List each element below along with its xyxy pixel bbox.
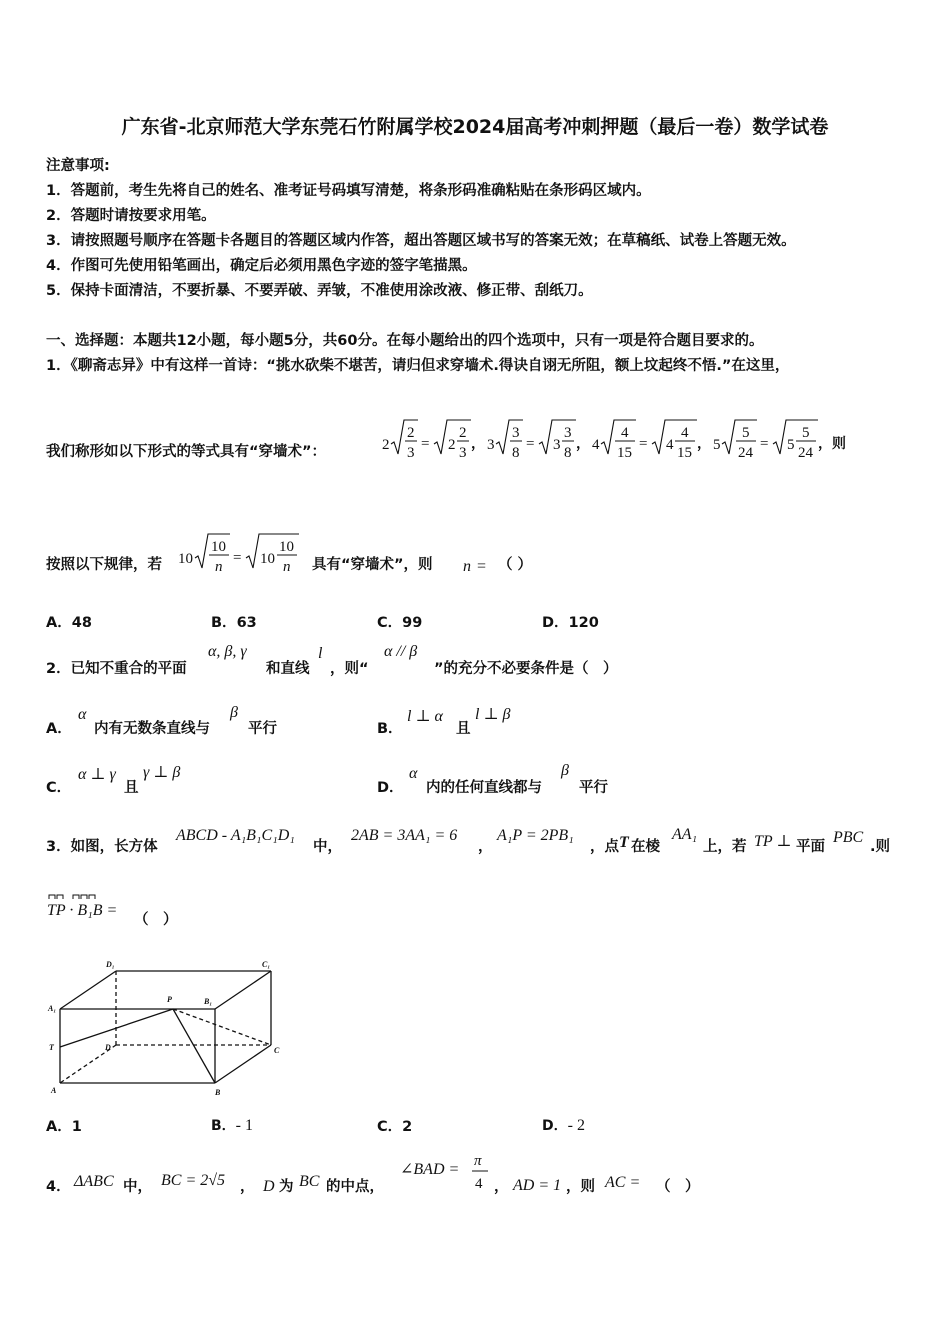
edge-bc xyxy=(215,1045,271,1083)
q3-option-c[interactable] xyxy=(377,1115,412,1136)
example-separator: ， xyxy=(471,437,485,452)
example-3-den-left: 15 xyxy=(617,445,632,461)
notice-item: 1．答题前，考生先将自己的姓名、准考证号码填写清楚，将条形码准确粘贴在条形码区域内。 xyxy=(46,183,651,199)
example-4-den-left: 24 xyxy=(738,445,753,461)
q2-option-b-math2: l ⊥ β xyxy=(475,706,511,723)
example-1-coef: 2 xyxy=(382,437,390,453)
q2-option-a-text2: 平行 xyxy=(248,721,277,737)
option-label: D． xyxy=(542,1118,568,1134)
option-label: D． xyxy=(542,615,569,631)
example-4-equals: = xyxy=(760,436,769,452)
option-label: C． xyxy=(46,780,72,796)
option-text: 48 xyxy=(71,615,92,631)
q3-then: .则 xyxy=(870,839,891,855)
q1-stem-line2: 我们称形如以下形式的等式具有“穿墙术”： xyxy=(46,444,327,460)
q2-option-a-math2: β xyxy=(230,704,238,721)
option-text: 2 xyxy=(402,1119,413,1135)
q2-option-d-math1: α xyxy=(409,765,418,782)
q1-option-d[interactable] xyxy=(542,611,599,632)
example-3-num-right: 4 xyxy=(681,425,689,441)
rule-coef: 10 xyxy=(178,551,193,567)
option-label: B． xyxy=(377,721,403,737)
example-2-num-right: 3 xyxy=(564,425,572,441)
option-text: 1 xyxy=(71,1119,82,1135)
q4-in: 中， xyxy=(123,1179,152,1195)
notice-item: 3．请按照题号顺序在答题卡各题目的答题区域内作答，超出答题区域书写的答案无效；在草稿纸、试卷上答题无效。 xyxy=(46,233,796,249)
q4-pi: π xyxy=(474,1153,482,1169)
rule-coef-right: 10 xyxy=(260,551,275,567)
option-label: D． xyxy=(377,780,404,796)
q3-on-edge: 在棱 xyxy=(631,839,660,855)
option-label: C． xyxy=(377,1119,403,1135)
example-3-den-right: 15 xyxy=(677,445,692,461)
q4-number: 4． xyxy=(46,1179,71,1195)
q2-option-c[interactable] xyxy=(46,776,71,797)
example-2-equals: = xyxy=(526,436,535,452)
q1-option-b[interactable] xyxy=(211,611,257,632)
q3-cuboid-figure xyxy=(44,955,294,1100)
option-text: - 2 xyxy=(567,1117,585,1134)
example-1-num-left: 2 xyxy=(407,425,415,441)
q4-comma1: ， xyxy=(240,1179,255,1195)
q4-pi-over-4 xyxy=(470,1150,492,1194)
q2-option-a-text: 内有无数条直线与 xyxy=(94,721,210,737)
q2-option-d-math2: β xyxy=(561,762,569,779)
q3-comma: ， xyxy=(478,839,493,855)
q2-option-d-text2: 平行 xyxy=(579,780,608,796)
example-2-coef-right: 3 xyxy=(553,437,561,453)
example-2-den-left: 8 xyxy=(512,445,520,461)
rule-den-right: n xyxy=(283,559,291,575)
example-3-coef: 4 xyxy=(592,437,600,453)
label-p: P xyxy=(167,995,172,1004)
q2-option-c-math1: α ⊥ γ xyxy=(78,766,116,783)
q4-point-d: D xyxy=(263,1178,275,1195)
option-text: - 1 xyxy=(235,1117,253,1134)
rule-num-left: 10 xyxy=(211,539,226,555)
q2-option-b[interactable] xyxy=(377,717,403,738)
q4-ac: AC = xyxy=(605,1174,641,1191)
option-label: A． xyxy=(46,721,72,737)
example-4-coef-right: 5 xyxy=(787,437,795,453)
example-2-den-right: 8 xyxy=(564,445,572,461)
edge-d1a1 xyxy=(60,971,116,1009)
q3-point: ，点 xyxy=(590,839,619,855)
q2-option-d[interactable] xyxy=(377,776,404,797)
q3-option-a[interactable] xyxy=(46,1115,82,1136)
option-label: C． xyxy=(377,615,403,631)
q2-option-b-text: 且 xyxy=(456,721,471,737)
page-title: 广东省-北京师范大学东莞石竹附属学校2024届高考冲刺押题（最后一卷）数学试卷 xyxy=(121,116,829,138)
label-t: T xyxy=(49,1043,54,1052)
option-text: 120 xyxy=(568,615,599,631)
q4-triangle: ΔABC xyxy=(74,1173,114,1190)
label-d: D xyxy=(105,1043,111,1052)
q4-four: 4 xyxy=(475,1176,483,1192)
example-1-coef-right: 2 xyxy=(448,437,456,453)
q2-option-d-text: 内的任何直线都与 xyxy=(426,780,542,796)
q3-plane: 平面 xyxy=(796,839,825,855)
q3-answer-blank: （ ） xyxy=(134,912,178,928)
q2-option-b-math1: l ⊥ α xyxy=(407,708,443,725)
option-text: 99 xyxy=(402,615,423,631)
rule-den-left: n xyxy=(215,559,223,575)
example-2-num-left: 3 xyxy=(512,425,520,441)
q1-rule-equation xyxy=(176,522,311,582)
vector-arrows xyxy=(48,888,106,894)
q1-stem-line3-mid: 具有“穿墙术”，则 xyxy=(312,557,433,573)
label-c1: C₁ xyxy=(262,960,271,969)
q4-midpoint: 的中点， xyxy=(326,1179,384,1195)
q3-eq2: A₁P = 2PB₁ xyxy=(497,827,574,844)
option-label: A． xyxy=(46,615,72,631)
example-3-equals: = xyxy=(639,436,648,452)
example-3-coef-right: 4 xyxy=(666,437,674,453)
q4-comma2: ， xyxy=(494,1179,509,1195)
q1-equals: = xyxy=(477,558,487,575)
notice-item: 2．答题时请按要求用笔。 xyxy=(46,208,216,224)
example-separator: ，则 xyxy=(818,437,846,452)
q2-line-var: l xyxy=(318,645,323,662)
q1-n-variable: n xyxy=(463,558,471,575)
q1-answer-blank: （ ） xyxy=(498,557,533,573)
q3-tp-perp: TP ⊥ xyxy=(754,833,792,850)
q2-condition: α // β xyxy=(384,643,418,660)
q2-stem-mid2: ，则“ xyxy=(330,661,369,677)
q1-stem: 1．《聊斋志异》中有这样一首诗：“挑水砍柴不堪苦，请归但求穿墙术.得诀自诩无所阻，额上坟起终不悟.”在这里， xyxy=(46,358,790,374)
example-1-num-right: 2 xyxy=(459,425,467,441)
example-4-den-right: 24 xyxy=(798,445,813,461)
label-c: C xyxy=(274,1046,280,1055)
q4-angle: ∠BAD = xyxy=(400,1161,460,1178)
option-label: B． xyxy=(211,615,237,631)
q3-stem-in: 中， xyxy=(313,839,342,855)
example-2-coef: 3 xyxy=(487,437,495,453)
option-label: A． xyxy=(46,1119,72,1135)
example-4-num-right: 5 xyxy=(802,425,810,441)
q4-bc-length: BC = 2√5 xyxy=(161,1172,226,1189)
q4-ad: AD = 1 xyxy=(513,1177,562,1194)
segment-pb xyxy=(173,1009,215,1083)
q2-option-a-math1: α xyxy=(78,706,87,723)
q3-dot-product: TP · B₁B = xyxy=(47,902,118,919)
q4-then: ，则 xyxy=(566,1179,595,1195)
q3-edge: AA₁ xyxy=(672,826,698,843)
q2-planes: α, β, γ xyxy=(208,643,247,660)
label-d1: D₁ xyxy=(106,960,115,969)
rule-num-right: 10 xyxy=(279,539,294,555)
edge-b1c1 xyxy=(215,971,271,1009)
q1-stem-line3: 按照以下规律，若 xyxy=(46,557,162,573)
example-4-num-left: 5 xyxy=(742,425,750,441)
q3-point-t: T xyxy=(619,834,629,851)
q3-if: 上，若 xyxy=(703,839,747,855)
q3-option-d[interactable] xyxy=(542,1115,585,1135)
q1-option-c[interactable] xyxy=(377,611,422,632)
segment-pc-hidden xyxy=(173,1009,271,1045)
q4-answer-blank: （ ） xyxy=(656,1179,700,1195)
example-1-equals: = xyxy=(421,436,430,452)
example-4-coef: 5 xyxy=(713,437,721,453)
q2-option-a[interactable] xyxy=(46,717,72,738)
q3-pbc: PBC xyxy=(833,829,864,846)
notice-item: 5．保持卡面清洁，不要折暴、不要弄破、弄皱，不准使用涂改液、修正带、刮纸刀。 xyxy=(46,283,593,299)
q2-option-c-text: 且 xyxy=(124,780,139,796)
q3-box-name: ABCD - A₁B₁C₁D₁ xyxy=(176,827,295,844)
label-b1: B₁ xyxy=(204,997,213,1006)
option-label: B． xyxy=(211,1118,236,1134)
label-a: A xyxy=(51,1086,57,1095)
option-text: 63 xyxy=(236,615,257,631)
notice-heading: 注意事项: xyxy=(46,158,110,174)
q2-stem: 2．已知不重合的平面 xyxy=(46,661,187,677)
q1-option-a[interactable] xyxy=(46,611,92,632)
q4-bc: BC xyxy=(299,1173,320,1190)
label-b: B xyxy=(215,1088,221,1097)
q3-eq1: 2AB = 3AA₁ = 6 xyxy=(351,827,458,844)
rule-equals: = xyxy=(233,550,242,566)
q1-radical-examples xyxy=(380,408,896,470)
label-a1: A₁ xyxy=(48,1004,57,1013)
example-separator: ， xyxy=(697,437,711,452)
example-separator: ， xyxy=(576,437,590,452)
example-3-num-left: 4 xyxy=(621,425,629,441)
notice-item: 4．作图可先使用铅笔画出，确定后必须用黑色字迹的签字笔描黑。 xyxy=(46,258,477,274)
q2-option-c-math2: γ ⊥ β xyxy=(143,764,181,781)
q4-is: 为 xyxy=(279,1179,294,1195)
q3-stem: 3．如图，长方体 xyxy=(46,839,158,855)
q3-option-b[interactable] xyxy=(211,1115,253,1135)
section-heading: 一、选择题：本题共12小题，每小题5分，共60分。在每小题给出的四个选项中，只有一项是符合题目要求的。 xyxy=(46,333,764,349)
q2-stem-suffix: ”的充分不必要条件是（ ） xyxy=(434,661,618,677)
q2-stem-mid1: 和直线 xyxy=(266,661,310,677)
example-1-den-right: 3 xyxy=(459,445,467,461)
example-1-den-left: 3 xyxy=(407,445,415,461)
